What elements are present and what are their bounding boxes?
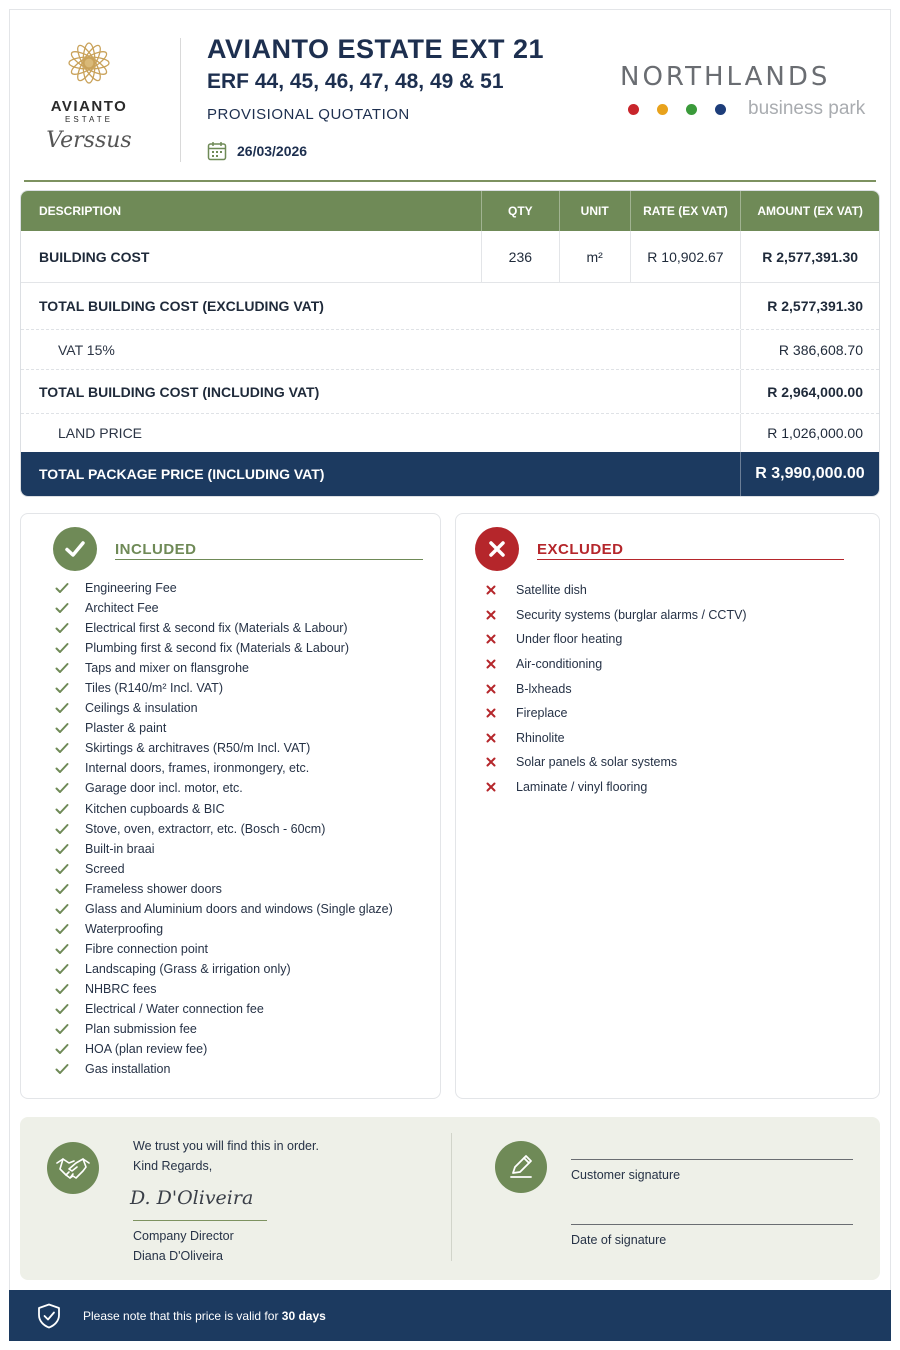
included-item-label: Stove, oven, extractorr, etc. (Bosch - 60cm) [85,821,326,836]
signature-line [133,1220,267,1221]
check-icon [55,622,85,634]
check-icon [55,983,85,995]
check-icon [55,602,85,614]
row-unit: m² [559,231,630,282]
excluded-item-label: Air-conditioning [516,657,603,672]
quotation-date: 26/03/2026 [237,143,308,159]
excluded-item [486,603,747,628]
included-item-label: Ceilings & insulation [85,701,198,716]
excluded-item-label: Satellite dish [516,583,587,598]
x-icon [486,585,516,595]
check-icon [55,1023,85,1035]
included-item-label: Internal doors, frames, ironmongery, etc. [85,761,310,776]
logo-dot-red [628,104,639,115]
check-icon [55,722,85,734]
included-item [55,738,393,758]
included-item-label: Garage door incl. motor, etc. [85,781,243,796]
x-icon [486,782,516,792]
row-amount: R 2,577,391.30 [740,231,879,282]
excluded-item-label: Fireplace [516,706,568,721]
check-icon [55,762,85,774]
excluded-list [486,578,747,799]
included-list [55,578,393,1079]
included-item-label: Built-in braai [85,841,155,856]
excluded-item-label: B-lxheads [516,681,572,696]
check-icon [55,1003,85,1015]
logo-dot-green [686,104,697,115]
check-icon [55,1063,85,1075]
col-description: DESCRIPTION [39,204,122,218]
closing-section [20,1117,880,1280]
included-item [55,939,393,959]
excluded-item [486,627,747,652]
included-item [55,899,393,919]
check-icon [55,883,85,895]
summary-amount: R 1,026,000.00 [740,414,879,452]
summary-label: LAND PRICE [58,425,143,441]
included-item [55,758,393,778]
director-signature: D. D'Oliveira [130,1187,254,1209]
closing-line2: Kind Regards, [133,1159,213,1173]
summary-land-price [21,414,879,452]
director-role: Company Director [133,1229,234,1243]
included-item [55,959,393,979]
check-icon [55,963,85,975]
logo-brand: AVIANTO [50,98,128,115]
included-underline [115,559,423,560]
included-item-label: Plaster & paint [85,721,167,736]
excluded-item [486,652,747,677]
excluded-item [486,578,747,603]
summary-label: VAT 15% [58,341,115,358]
total-package-row [21,452,879,496]
included-item-label: Plumbing first & second fix (Materials & Labour) [85,641,349,656]
included-item-label: Landscaping (Grass & irrigation only) [85,961,291,976]
row-qty: 236 [481,231,559,282]
included-item [55,799,393,819]
summary-label: TOTAL BUILDING COST (INCLUDING VAT) [39,383,320,400]
check-icon [55,702,85,714]
included-item-label: Gas installation [85,1062,171,1077]
excluded-item [486,726,747,751]
included-item [55,578,393,598]
included-item-label: Taps and mixer on flansgrohe [85,661,249,676]
included-item-label: NHBRC fees [85,981,157,996]
included-item-label: Frameless shower doors [85,881,222,896]
check-icon [55,943,85,955]
director-name: Diana D'Oliveira [133,1249,223,1263]
check-icon [55,1043,85,1055]
included-panel [20,513,441,1099]
row-rate: R 10,902.67 [630,231,741,282]
col-qty: QTY [481,191,559,231]
included-item [55,658,393,678]
northlands-logo [620,62,870,120]
x-icon [486,634,516,644]
included-item [55,999,393,1019]
included-item-label: Plan submission fee [85,1022,197,1037]
included-item [55,979,393,999]
summary-amount: R 2,577,391.30 [740,283,879,329]
included-item-label: Waterproofing [85,921,164,936]
closing-divider [451,1133,452,1261]
x-circle-icon [475,527,519,571]
date-block [207,141,307,161]
included-item [55,718,393,738]
x-icon [486,610,516,620]
included-item [55,778,393,798]
included-title: INCLUDED [115,540,197,558]
check-icon [55,782,85,794]
included-item [55,879,393,899]
check-icon [55,682,85,694]
estate-title: AVIANTO ESTATE EXT 21 [207,34,545,64]
included-item-label: Engineering Fee [85,581,177,596]
partner-sub: business park [748,98,866,119]
pen-icon [495,1141,547,1193]
included-item-label: Kitchen cupboards & BIC [85,801,225,816]
included-item-label: HOA (plan review fee) [85,1042,208,1057]
validity-note [83,1309,326,1323]
x-icon [486,684,516,694]
x-icon [486,659,516,669]
check-icon [55,662,85,674]
excluded-item-label: Under floor heating [516,632,623,647]
total-label: TOTAL PACKAGE PRICE (INCLUDING VAT) [39,466,325,482]
included-item [55,1019,393,1039]
summary-amount: R 2,964,000.00 [740,370,879,413]
logo-dot-blue [715,104,726,115]
included-item [55,819,393,839]
date-signature-line[interactable] [571,1224,853,1225]
document-type: PROVISIONAL QUOTATION [207,106,410,123]
customer-signature-line[interactable] [571,1159,853,1160]
date-signature-label: Date of signature [571,1233,667,1247]
validity-note-text: Please note that this price is valid for [83,1308,282,1323]
closing-line1: We trust you will find this in order. [133,1139,319,1153]
x-icon [486,757,516,767]
summary-label: TOTAL BUILDING COST (EXCLUDING VAT) [39,298,324,314]
x-icon [486,708,516,718]
check-icon [55,742,85,754]
logo-dot-yellow [657,104,668,115]
summary-incl-vat [21,370,879,414]
included-item-label: Electrical first & second fix (Materials & Labour) [85,621,348,636]
included-item-label: Fibre connection point [85,941,208,956]
excluded-item-label: Laminate / vinyl flooring [516,780,648,795]
check-icon [55,582,85,594]
check-icon [55,642,85,654]
col-unit: UNIT [559,191,630,231]
included-item [55,638,393,658]
cost-table [20,190,880,497]
excluded-panel [455,513,880,1099]
x-icon [486,733,516,743]
check-icon [55,803,85,815]
check-circle-icon [53,527,97,571]
logo-sub: ESTATE [65,115,113,124]
included-item [55,598,393,618]
erf-numbers: ERF 44, 45, 46, 47, 48, 49 & 51 [207,70,504,93]
check-icon [55,903,85,915]
check-icon [55,843,85,855]
summary-vat [21,330,879,370]
excluded-item [486,750,747,775]
header-rule [24,180,876,182]
col-rate: RATE (EX VAT) [630,191,741,231]
included-item [55,839,393,859]
included-item [55,1059,393,1079]
included-item [55,618,393,638]
total-amount: R 3,990,000.00 [740,452,879,496]
col-amount: AMOUNT (EX VAT) [740,191,879,231]
included-item-label: Glass and Aluminium doors and windows (Single glaze) [85,901,393,916]
check-icon [55,923,85,935]
excluded-item-label: Security systems (burglar alarms / CCTV) [516,607,747,622]
included-item-label: Skirtings & architraves (R50/m Incl. VAT) [85,741,311,756]
table-row [21,231,879,283]
partner-name: NORTHLANDS [620,62,831,92]
shield-check-icon [37,1303,61,1329]
table-header [21,191,879,231]
included-item-label: Screed [85,861,125,876]
excluded-title: EXCLUDED [537,540,624,558]
lotus-logo-icon [61,30,117,96]
summary-excl-vat [21,283,879,330]
included-item-label: Electrical / Water connection fee [85,1002,264,1016]
handshake-icon [47,1142,99,1194]
included-item [55,919,393,939]
excluded-item [486,701,747,726]
excluded-item-label: Rhinolite [516,730,565,745]
logo-script: Verssus [46,128,132,153]
included-item [55,859,393,879]
validity-footer [9,1290,891,1341]
summary-amount: R 386,608.70 [740,330,879,369]
row-description: BUILDING COST [39,248,150,265]
included-item [55,678,393,698]
excluded-item [486,775,747,800]
excluded-item-label: Solar panels & solar systems [516,755,678,770]
header-divider [180,38,181,162]
avianto-logo [30,30,148,153]
check-icon [55,863,85,875]
excluded-underline [537,559,844,560]
validity-days: 30 days [281,1308,326,1323]
check-icon [55,823,85,835]
included-item-label: Tiles (R140/m² Incl. VAT) [85,681,223,696]
included-item [55,1039,393,1059]
included-item-label: Architect Fee [85,601,159,616]
included-item [55,698,393,718]
calendar-icon [207,141,227,161]
customer-signature-label: Customer signature [571,1168,681,1182]
excluded-item [486,676,747,701]
